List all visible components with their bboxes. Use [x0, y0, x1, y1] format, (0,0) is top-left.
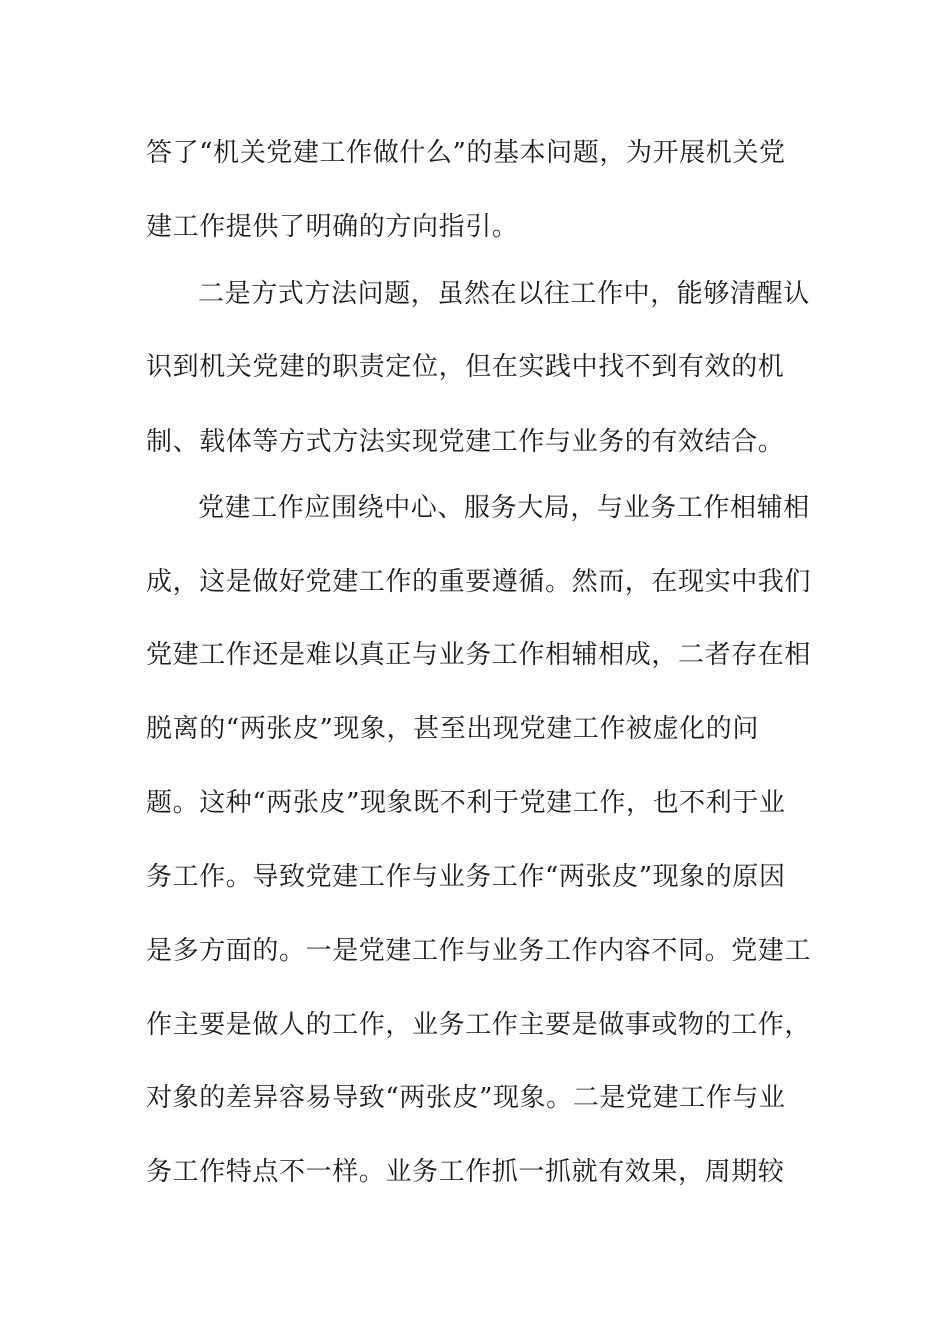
text-line: 制、载体等方式方法实现党建工作与业务的有效结合。	[146, 427, 785, 457]
text-line: 对象的差异容易导致“两张皮”现象。二是党建工作与业	[146, 1083, 786, 1113]
text-line: 答了“机关党建工作做什么”的基本问题，为开展机关党	[146, 138, 786, 168]
text-line: 成，这是做好党建工作的重要遵循。然而，在现实中我们	[146, 567, 812, 597]
text-line: 建工作提供了明确的方向指引。	[146, 212, 519, 242]
text-line: 务工作特点不一样。业务工作抓一抓就有效果，周期较	[146, 1157, 785, 1187]
text-line: 务工作。导致党建工作与业务工作“两张皮”现象的原因	[146, 862, 786, 892]
text-line: 题。这种“两张皮”现象既不利于党建工作，也不利于业	[146, 788, 786, 818]
text-line: 党建工作还是难以真正与业务工作相辅相成，二者存在相	[146, 640, 812, 670]
text-line: 是多方面的。一是党建工作与业务工作内容不同。党建工	[146, 936, 812, 966]
paragraph-start-line: 二是方式方法问题，虽然在以往工作中，能够清醒认	[198, 279, 810, 309]
text-line: 脱离的“两张皮”现象，甚至出现党建工作被虚化的问	[146, 714, 759, 744]
text-line: 作主要是做人的工作，业务工作主要是做事或物的工作，	[146, 1010, 812, 1040]
text-line: 识到机关党建的职责定位，但在实践中找不到有效的机	[146, 352, 785, 382]
paragraph-start-line: 党建工作应围绕中心、服务大局，与业务工作相辅相	[198, 493, 810, 523]
